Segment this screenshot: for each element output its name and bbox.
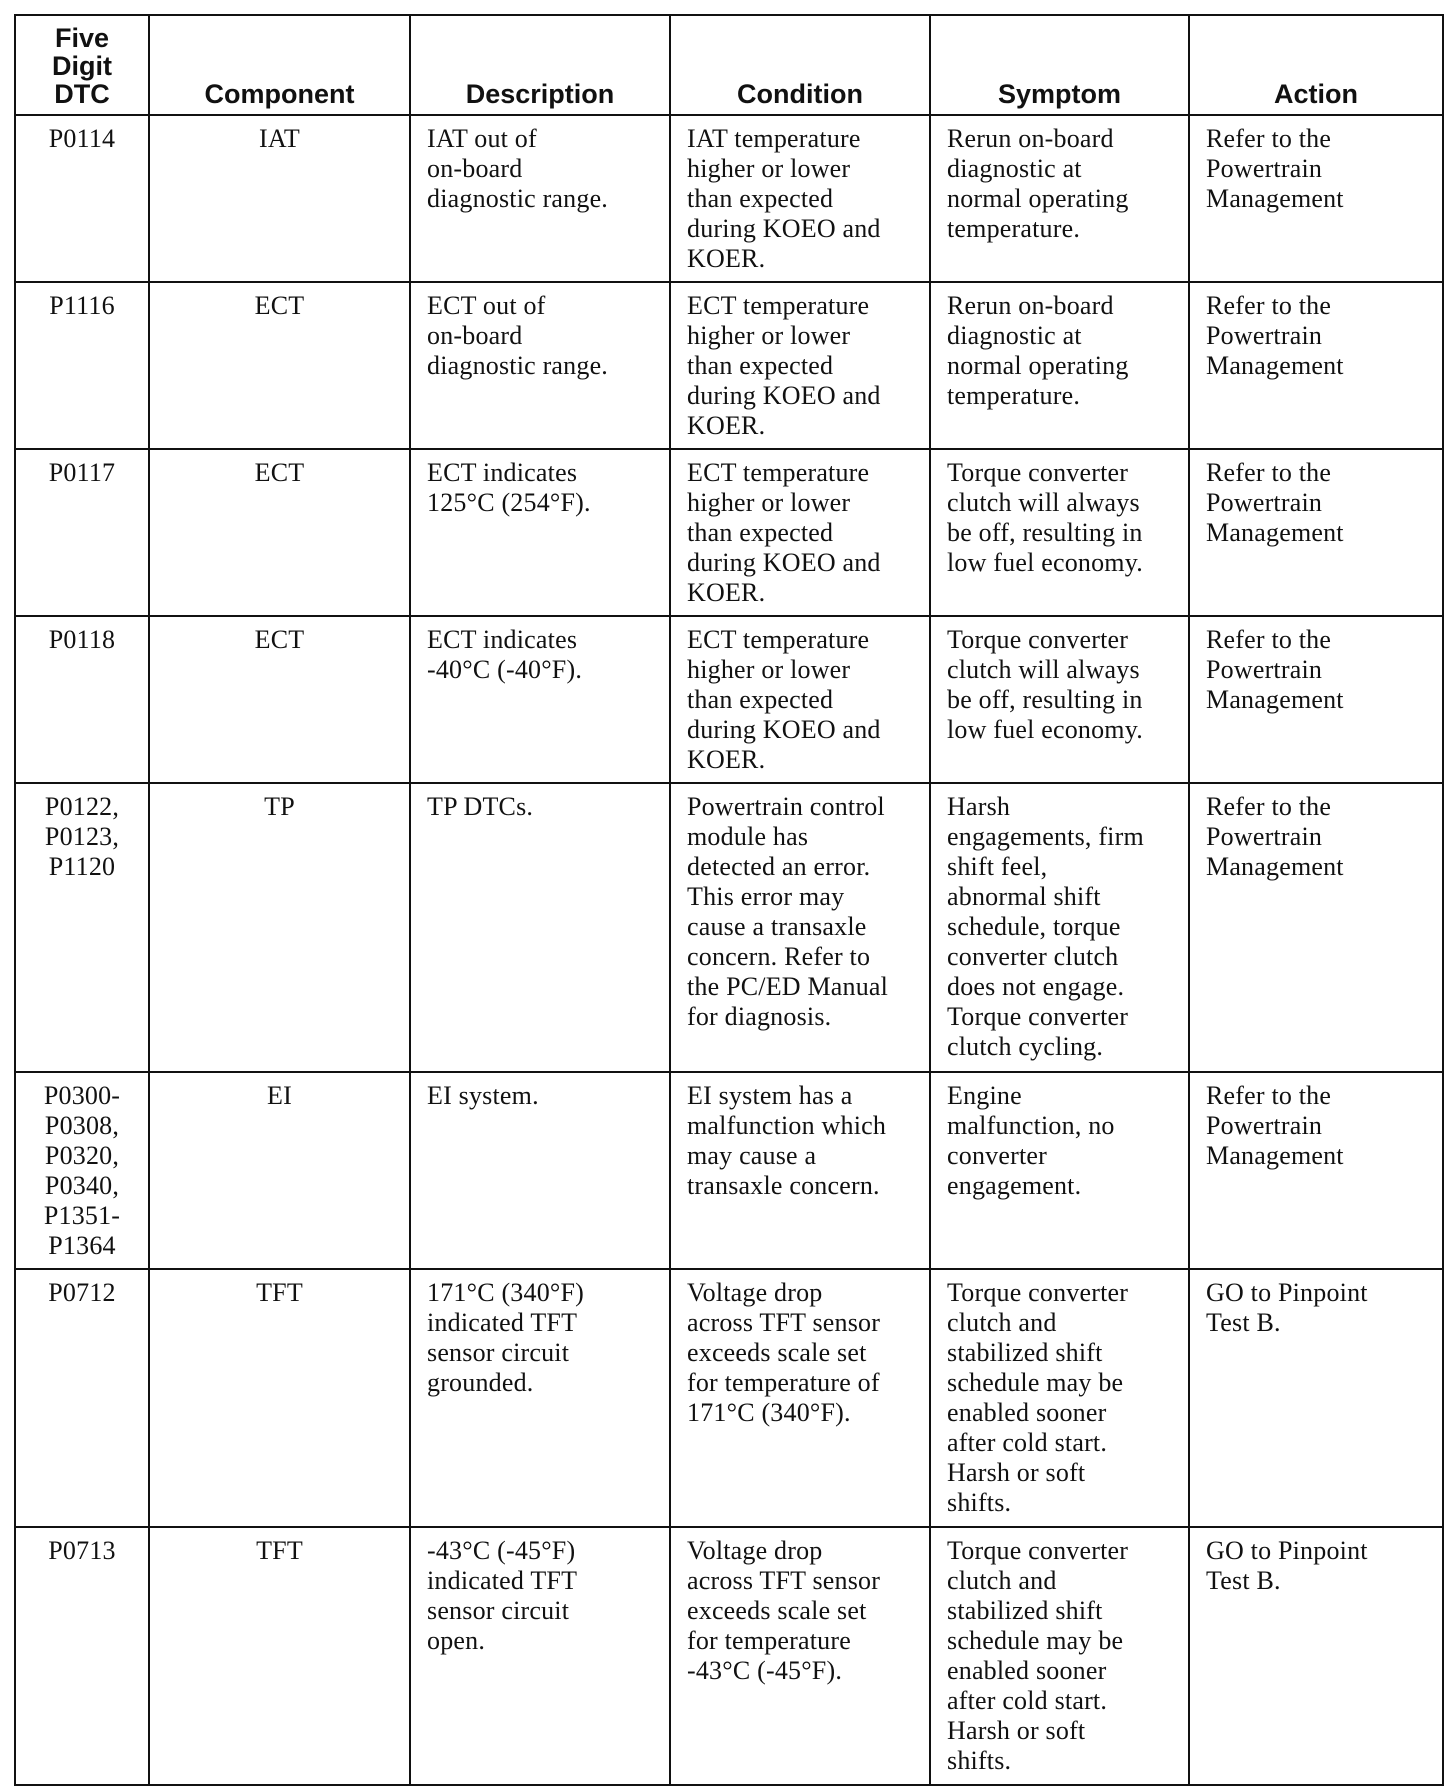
dtc-cell: P0118 [15,616,149,783]
action-cell: GO to Pinpoint Test B. [1189,1527,1443,1785]
table-row [15,783,1443,1072]
condition-cell: ECT temperature higher or lower than expected during KOEO and KOER. [670,282,930,449]
condition-cell: EI system has a malfunction which may cause a transaxle concern. [670,1072,930,1269]
action-cell: Refer to the Powertrain Management [1189,115,1443,282]
header-condition: Condition [670,15,930,115]
symptom-cell: Torque converter clutch and stabilized shift schedule may be enabled sooner after cold start. Harsh or soft shifts. [930,1527,1189,1785]
header-symptom: Symptom [930,15,1189,115]
header-row [15,15,1443,115]
description-cell: -43°C (-45°F) indicated TFT sensor circuit open. [410,1527,670,1785]
condition-cell: ECT temperature higher or lower than expected during KOEO and KOER. [670,449,930,616]
header-component: Component [149,15,410,115]
action-cell: Refer to the Powertrain Management [1189,1072,1443,1269]
dtc-cell: P1116 [15,282,149,449]
description-cell: ECT indicates 125°C (254°F). [410,449,670,616]
component-cell: EI [149,1072,410,1269]
condition-cell: Powertrain control module has detected an error. This error may cause a transaxle concern. Refer to the PC/ED Manual for diagnosis. [670,783,930,1072]
dtc-cell: P0114 [15,115,149,282]
symptom-cell: Engine malfunction, no converter engagement. [930,1072,1189,1269]
symptom-cell: Torque converter clutch will always be off, resulting in low fuel economy. [930,449,1189,616]
component-cell: TFT [149,1269,410,1527]
description-cell: 171°C (340°F) indicated TFT sensor circuit grounded. [410,1269,670,1527]
dtc-cell: P0713 [15,1527,149,1785]
action-cell: Refer to the Powertrain Management [1189,449,1443,616]
header-description: Description [410,15,670,115]
table-row [15,1269,1443,1527]
table-row [15,449,1443,616]
component-cell: ECT [149,616,410,783]
header-dtc: Five Digit DTC [15,15,149,115]
condition-cell: IAT temperature higher or lower than expected during KOEO and KOER. [670,115,930,282]
dtc-table [14,14,1444,1786]
symptom-cell: Harsh engagements, firm shift feel, abnormal shift schedule, torque converter clutch does not engage. Torque converter clutch cycling. [930,783,1189,1072]
symptom-cell: Torque converter clutch and stabilized shift schedule may be enabled sooner after cold start. Harsh or soft shifts. [930,1269,1189,1527]
symptom-cell: Rerun on-board diagnostic at normal operating temperature. [930,282,1189,449]
condition-cell: ECT temperature higher or lower than expected during KOEO and KOER. [670,616,930,783]
dtc-cell: P0712 [15,1269,149,1527]
symptom-cell: Rerun on-board diagnostic at normal operating temperature. [930,115,1189,282]
table-row [15,282,1443,449]
action-cell: Refer to the Powertrain Management [1189,282,1443,449]
description-cell: ECT indicates -40°C (-40°F). [410,616,670,783]
component-cell: TP [149,783,410,1072]
table-row [15,115,1443,282]
dtc-cell: P0300- P0308, P0320, P0340, P1351- P1364 [15,1072,149,1269]
action-cell: Refer to the Powertrain Management [1189,783,1443,1072]
header-action: Action [1189,15,1443,115]
description-cell: IAT out of on-board diagnostic range. [410,115,670,282]
action-cell: Refer to the Powertrain Management [1189,616,1443,783]
table-row [15,1527,1443,1785]
table-row [15,616,1443,783]
description-cell: ECT out of on-board diagnostic range. [410,282,670,449]
description-cell: EI system. [410,1072,670,1269]
dtc-cell: P0122, P0123, P1120 [15,783,149,1072]
condition-cell: Voltage drop across TFT sensor exceeds scale set for temperature -43°C (-45°F). [670,1527,930,1785]
symptom-cell: Torque converter clutch will always be off, resulting in low fuel economy. [930,616,1189,783]
component-cell: ECT [149,282,410,449]
table-row [15,1072,1443,1269]
action-cell: GO to Pinpoint Test B. [1189,1269,1443,1527]
component-cell: IAT [149,115,410,282]
component-cell: TFT [149,1527,410,1785]
description-cell: TP DTCs. [410,783,670,1072]
condition-cell: Voltage drop across TFT sensor exceeds scale set for temperature of 171°C (340°F). [670,1269,930,1527]
component-cell: ECT [149,449,410,616]
dtc-cell: P0117 [15,449,149,616]
